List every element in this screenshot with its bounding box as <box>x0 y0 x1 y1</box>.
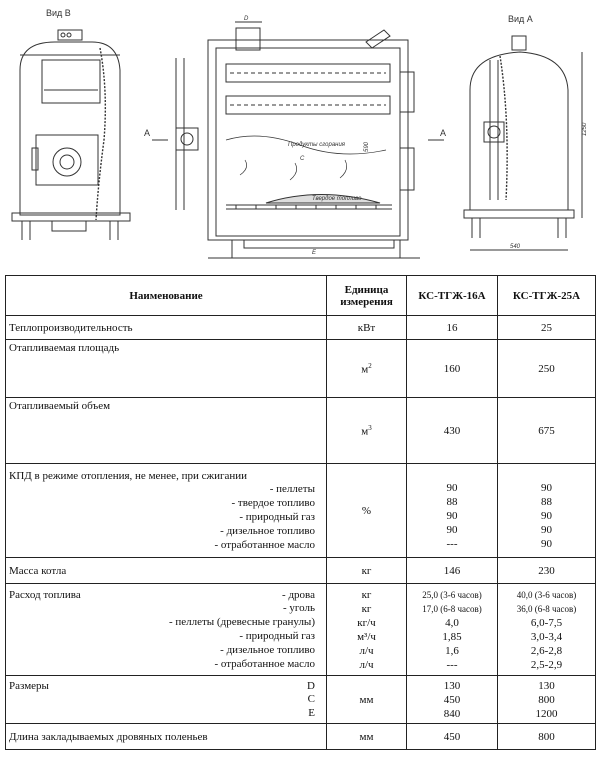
dim-d-label: D <box>244 16 249 22</box>
row-name: Отапливаемая площадь <box>6 340 327 398</box>
row-name: Размеры D C E <box>6 676 327 724</box>
view-b-label: Вид В <box>46 8 71 18</box>
row-value-16a: 160 <box>407 340 498 398</box>
row-name: Расход топлива - дрова - уголь - пеллеты (древесные гранулы) - природный газ - дизельное топливо - отработанное масло <box>6 584 327 676</box>
table-header-row <box>6 276 596 316</box>
row-unit: $м^2$ <box>327 340 407 398</box>
table-row <box>6 464 596 558</box>
specification-table <box>5 275 596 750</box>
header-unit: Единица измерения <box>327 276 407 316</box>
row-value-25a: 230 <box>498 558 596 584</box>
section-mark-right: А <box>440 128 447 138</box>
view-b-drawing <box>12 8 130 240</box>
dim-c-label: C <box>300 156 305 162</box>
row-value-16a: 25,0 (3-6 часов) 17,0 (6-8 часов) 4,0 1,85 1,6 --- <box>407 584 498 676</box>
boiler-technical-drawing <box>0 0 600 272</box>
header-model-16a: КС-ТГЖ-16А <box>407 276 498 316</box>
view-a-label: Вид А <box>508 14 533 24</box>
row-value-25a: 40,0 (3-6 часов) 36,0 (6-8 часов) 6,0-7,5 3,0-3,4 2,6-2,8 2,5-2,9 <box>498 584 596 676</box>
row-unit: кг <box>327 558 407 584</box>
header-model-25a: КС-ТГЖ-25А <box>498 276 596 316</box>
row-name: Длина закладываемых дровяных поленьев <box>6 724 327 750</box>
row-unit: кг кг кг/ч м³/ч л/ч л/ч <box>327 584 407 676</box>
row-value-25a: 90 88 90 90 90 <box>498 464 596 558</box>
row-value-16a: 430 <box>407 398 498 464</box>
row-name: Отапливаемый объем <box>6 398 327 464</box>
table-row <box>6 316 596 340</box>
row-value-16a: 130 450 840 <box>407 676 498 724</box>
fuel-label: Твердое топливо <box>312 196 362 202</box>
section-mark-left: А <box>144 128 151 138</box>
dim-e-label: E <box>312 250 317 256</box>
row-value-25a: 130 800 1200 <box>498 676 596 724</box>
table-row <box>6 584 596 676</box>
view-a-drawing <box>464 14 588 250</box>
row-value-25a: 25 <box>498 316 596 340</box>
table-row <box>6 676 596 724</box>
table-row <box>6 398 596 464</box>
combustion-label: Продукты сгорания <box>288 142 345 148</box>
dim-1250-label: 1250 <box>582 122 588 136</box>
header-name: Наименование <box>6 276 327 316</box>
row-name: Теплопроизводительность <box>6 316 327 340</box>
row-unit: $м^3$ <box>327 398 407 464</box>
row-value-25a: 675 <box>498 398 596 464</box>
row-value-25a: 250 <box>498 340 596 398</box>
row-name: Масса котла <box>6 558 327 584</box>
section-drawing <box>144 16 446 258</box>
row-name: КПД в режиме отопления, не менее, при сжигании - пеллеты - твердое топливо - природный газ - дизельное топливо - отработанное масло <box>6 464 327 558</box>
table-row <box>6 340 596 398</box>
row-value-25a: 800 <box>498 724 596 750</box>
row-unit: % <box>327 464 407 558</box>
row-value-16a: 146 <box>407 558 498 584</box>
row-unit: мм <box>327 676 407 724</box>
table-row <box>6 558 596 584</box>
row-value-16a: 90 88 90 90 --- <box>407 464 498 558</box>
row-unit: мм <box>327 724 407 750</box>
row-value-16a: 450 <box>407 724 498 750</box>
table-row <box>6 724 596 750</box>
dim-590-label: 590 <box>364 141 370 152</box>
row-unit: кВт <box>327 316 407 340</box>
row-value-16a: 16 <box>407 316 498 340</box>
dim-540-label: 540 <box>510 244 521 250</box>
